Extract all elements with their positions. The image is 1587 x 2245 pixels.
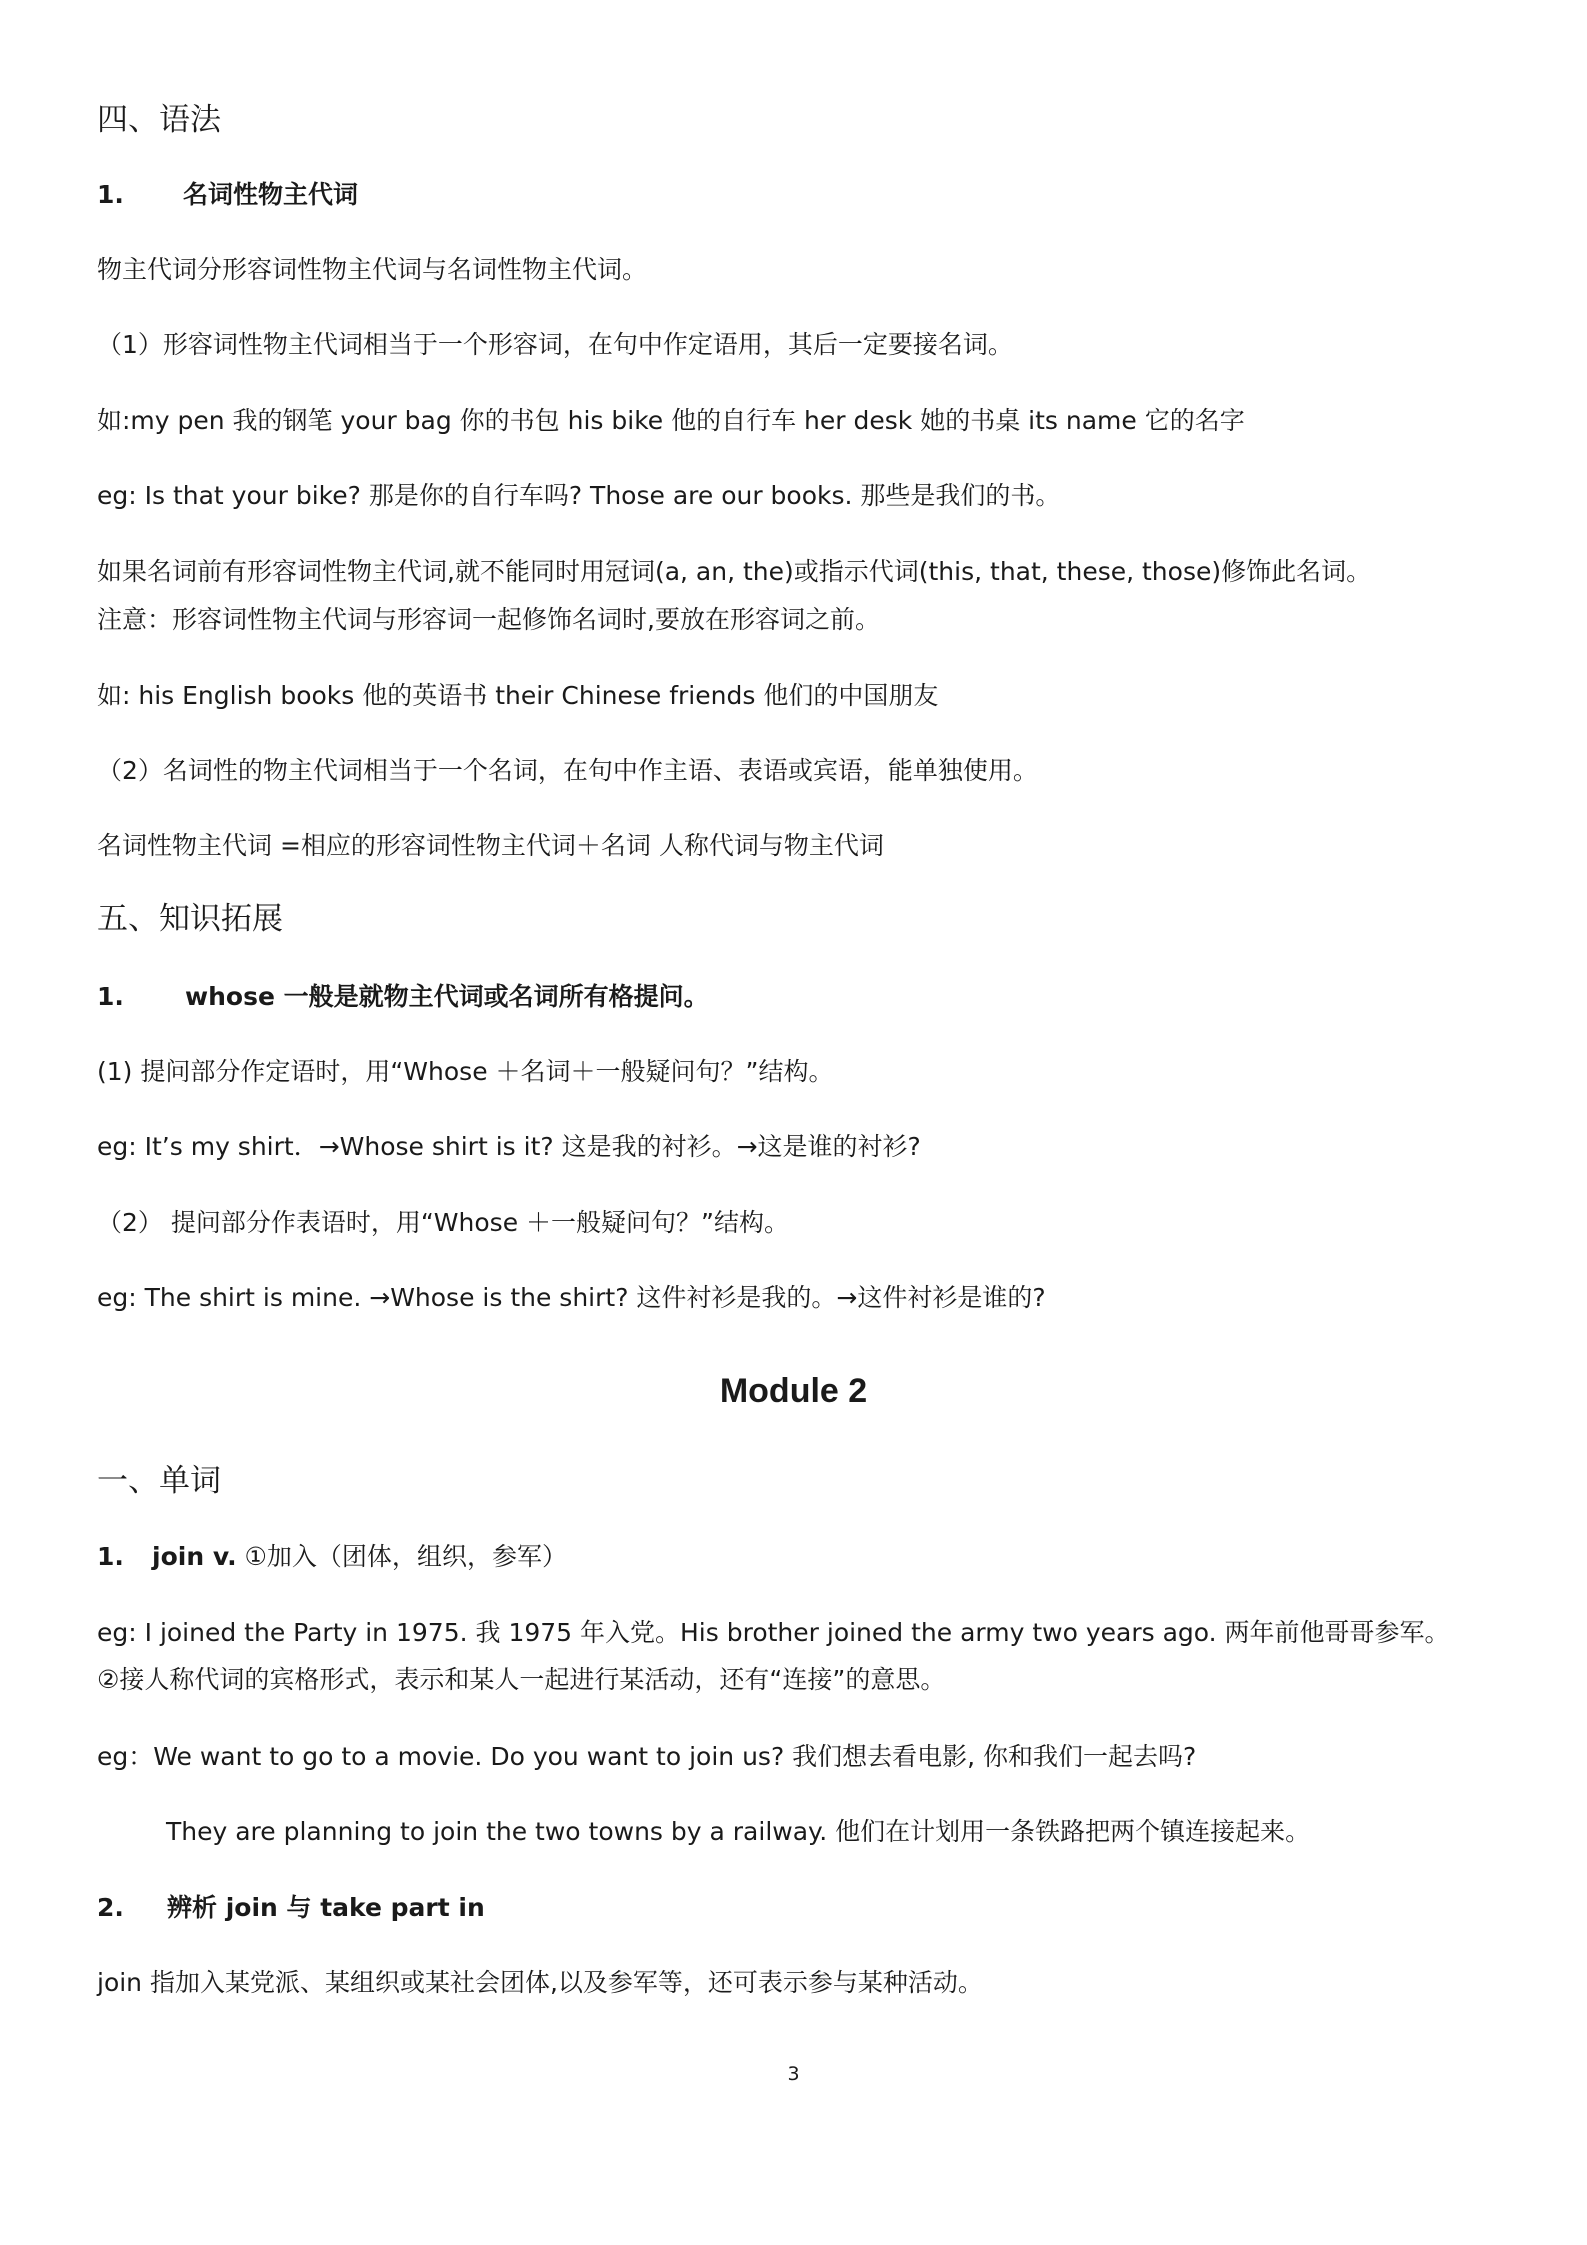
section-heading-extension: 五、知识拓展 bbox=[97, 901, 283, 937]
item-title: 名词性物主代词 bbox=[183, 180, 359, 209]
item-number: 1. bbox=[97, 1542, 124, 1571]
page-number: 3 bbox=[787, 2063, 800, 2085]
item-heading-whose bbox=[97, 980, 1527, 1014]
item-number: 2. bbox=[97, 1893, 124, 1922]
paragraph: join 指加入某党派、某组织或某社会团体,以及参军等，还可表示参与某种活动。 bbox=[97, 1968, 983, 1997]
paragraph: 注意：形容词性物主代词与形容词一起修饰名词时,要放在形容词之前。 bbox=[97, 605, 880, 634]
paragraph: They are planning to join the two towns by a railway. 他们在计划用一条铁路把两个镇连接起来。 bbox=[166, 1817, 1311, 1846]
paragraph: （1）形容词性物主代词相当于一个形容词，在句中作定语用，其后一定要接名词。 bbox=[97, 330, 1013, 359]
item-heading-join bbox=[97, 1540, 1527, 1574]
item-number: 1. bbox=[97, 180, 124, 209]
item-heading-possessive-pronouns bbox=[97, 178, 1527, 212]
paragraph: 如:my pen 我的钢笔 your bag 你的书包 his bike 他的自行车 her desk 她的书桌 its name 它的名字 bbox=[97, 406, 1245, 435]
paragraph: 名词性物主代词 =相应的形容词性物主代词＋名词 人称代词与物主代词 bbox=[97, 831, 884, 860]
paragraph: ②接人称代词的宾格形式，表示和某人一起进行某活动，还有“连接”的意思。 bbox=[97, 1665, 946, 1694]
item-title: 辨析 join 与 take part in bbox=[167, 1893, 485, 1922]
section-heading-words: 一、单词 bbox=[97, 1463, 221, 1499]
paragraph: eg: Is that your bike? 那是你的自行车吗? Those are our books. 那些是我们的书。 bbox=[97, 481, 1061, 510]
item-definition: ①加入（团体，组织，参军） bbox=[236, 1542, 567, 1571]
section-heading-grammar: 四、语法 bbox=[97, 102, 221, 138]
item-title: join v. bbox=[152, 1542, 237, 1571]
paragraph: 物主代词分形容词性物主代词与名词性物主代词。 bbox=[97, 255, 648, 284]
item-number: 1. bbox=[97, 982, 124, 1011]
item-title: whose 一般是就物主代词或名词所有格提问。 bbox=[185, 982, 709, 1011]
paragraph: 如果名词前有形容词性物主代词,就不能同时用冠词(a, an, the)或指示代词(this, that, these, those)修饰此名词。 bbox=[97, 557, 1372, 586]
item-heading-join-vs-take-part-in bbox=[97, 1891, 1527, 1925]
paragraph: (1) 提问部分作定语时，用“Whose ＋名词＋一般疑问句？”结构。 bbox=[97, 1057, 834, 1086]
paragraph: eg: The shirt is mine. →Whose is the shirt? 这件衬衫是我的。→这件衬衫是谁的? bbox=[97, 1283, 1046, 1312]
paragraph: eg: I joined the Party in 1975. 我 1975 年入党。His brother joined the army two years ago. 两年前他哥哥参军。 bbox=[97, 1618, 1450, 1647]
paragraph: eg: It’s my shirt．→Whose shirt is it? 这是我的衬衫。→这是谁的衬衫? bbox=[97, 1132, 921, 1161]
paragraph: （2） 提问部分作表语时，用“Whose ＋一般疑问句？”结构。 bbox=[97, 1208, 789, 1237]
module-title: Module 2 bbox=[719, 1372, 868, 1410]
paragraph: （2）名词性的物主代词相当于一个名词，在句中作主语、表语或宾语，能单独使用。 bbox=[97, 756, 1038, 785]
paragraph: 如: his English books 他的英语书 their Chinese friends 他们的中国朋友 bbox=[97, 681, 939, 710]
paragraph: eg：We want to go to a movie. Do you want to join us? 我们想去看电影, 你和我们一起去吗? bbox=[97, 1742, 1197, 1771]
